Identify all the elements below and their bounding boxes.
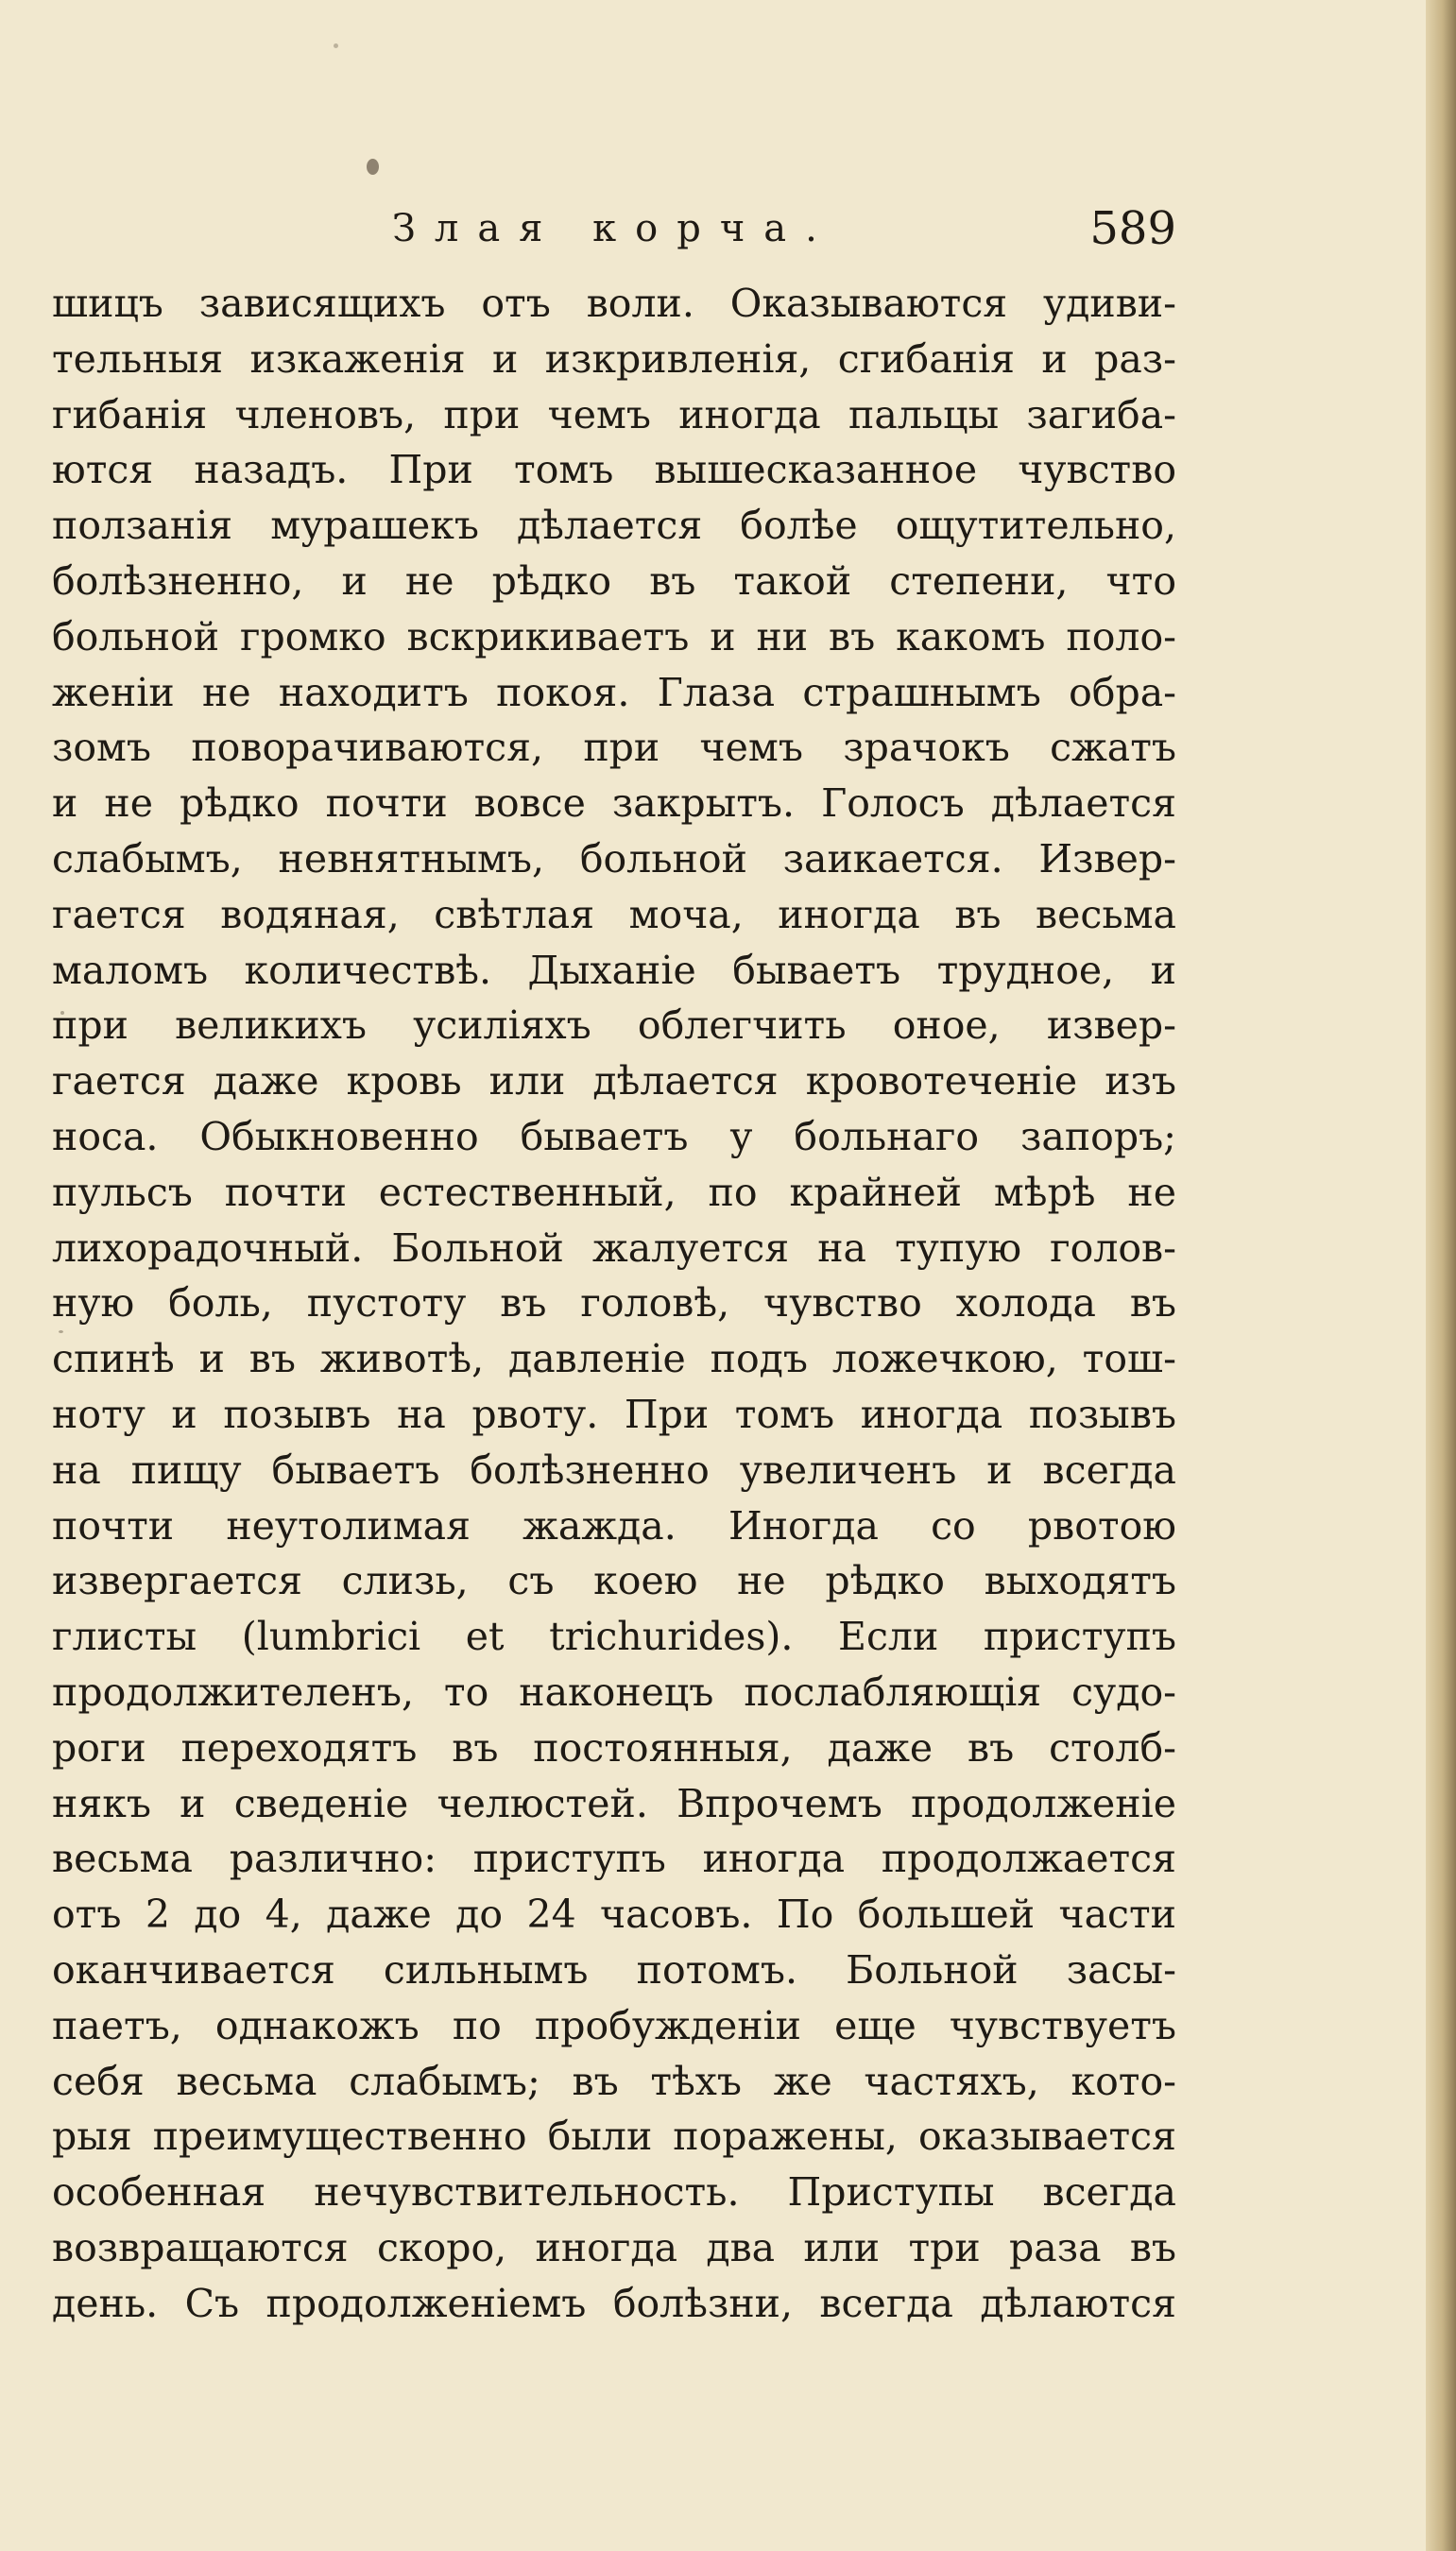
text-line: пульсъ почти естественный, по крайней мѣрѣ не (52, 1169, 1176, 1215)
text-line: ползанія мурашекъ дѣлается болѣе ощутительно, (52, 503, 1176, 549)
running-title: Злая корча. (392, 207, 836, 250)
text-line: возвращаются скоро, иногда два или три раза въ (52, 2224, 1176, 2270)
text-line: паетъ, однакожъ по пробужденіи еще чувствуетъ (52, 2002, 1176, 2048)
text-line: отъ 2 до 4, даже до 24 часовъ. По большей части (52, 1892, 1176, 1938)
text-line: извергается слизь, съ коею не рѣдко выходятъ (52, 1558, 1176, 1604)
ink-speck (367, 159, 379, 175)
text-line: лихорадочный. Больной жалуется на тупую голов- (52, 1224, 1176, 1271)
text-line: ются назадъ. При томъ вышесказанное чувство (52, 447, 1176, 493)
text-line: болѣзненно, и не рѣдко въ такой степени, что (52, 557, 1176, 604)
page-number: 589 (1089, 202, 1176, 255)
text-line: на пищу бываетъ болѣзненно увеличенъ и всегда (52, 1447, 1176, 1493)
text-line: гибанія членовъ, при чемъ иногда пальцы загиба- (52, 391, 1176, 437)
text-line: тельныя изкаженія и изкривленія, сгибанія и раз- (52, 335, 1176, 382)
text-line: день. Съ продолженіемъ болѣзни, всегда дѣлаются (52, 2280, 1176, 2326)
text-line: маломъ количествѣ. Дыханіе бываетъ трудное, и (52, 947, 1176, 993)
text-line: весьма различно: приступъ иногда продолжается (52, 1836, 1176, 1882)
text-line: ную боль, пустоту въ головѣ, чувство холода въ (52, 1280, 1176, 1327)
text-line: женіи не находитъ покоя. Глаза страшнымъ обра- (52, 669, 1176, 715)
text-line: особенная нечувствительность. Приступы всегда (52, 2169, 1176, 2216)
text-line: и не рѣдко почти вовсе закрытъ. Голосъ дѣлается (52, 780, 1176, 827)
page-edge-shadow (1426, 0, 1456, 2551)
text-line: ноту и позывъ на рвоту. При томъ иногда позывъ (52, 1391, 1176, 1437)
page-header (52, 194, 1176, 265)
text-line: больной громко вскрикиваетъ и ни въ какомъ поло- (52, 613, 1176, 659)
text-line: продолжителенъ, то наконецъ послабляющія судо- (52, 1669, 1176, 1715)
text-line: гается даже кровь или дѣлается кровотеченіе изъ (52, 1058, 1176, 1104)
text-line: почти неутолимая жажда. Иногда со рвотою (52, 1502, 1176, 1549)
text-line: гается водяная, свѣтлая моча, иногда въ весьма (52, 891, 1176, 937)
text-line: при великихъ усиліяхъ облегчить оное, извер- (52, 1002, 1176, 1049)
text-line: зомъ поворачиваются, при чемъ зрачокъ сжатъ (52, 725, 1176, 771)
text-line: спинѣ и въ животѣ, давленіе подъ ложечкою, тош- (52, 1336, 1176, 1382)
text-line: шицъ зависящихъ отъ воли. Оказываются удиви- (52, 281, 1176, 326)
ink-speck (334, 43, 338, 48)
text-line: себя весьма слабымъ; въ тѣхъ же частяхъ, кото- (52, 2058, 1176, 2104)
text-line: рыя преимущественно были поражены, оказывается (52, 2114, 1176, 2160)
text-line: глисты (lumbrici et trichurides). Если приступъ (52, 1614, 1176, 1660)
text-line: носа. Обыкновенно бываетъ у больнаго запоръ; (52, 1113, 1176, 1159)
text-line: слабымъ, невнятнымъ, больной заикается. Извер- (52, 835, 1176, 882)
text-line: роги переходятъ въ постоянныя, даже въ столб- (52, 1724, 1176, 1771)
text-line: някъ и сведеніе челюстей. Впрочемъ продолженіе (52, 1780, 1176, 1826)
text-line: оканчивается сильнымъ потомъ. Больной засы- (52, 1946, 1176, 1993)
body-text (52, 276, 1176, 2331)
